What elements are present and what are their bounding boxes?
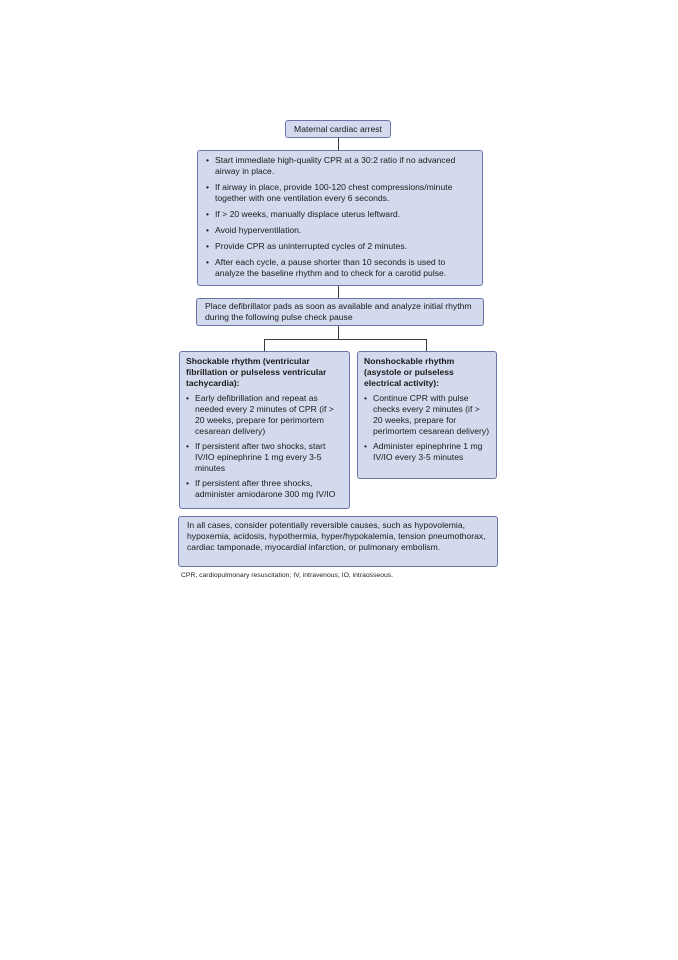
shockable-step: • If persistent after three shocks, administer amiodarone 300 mg IV/IO	[186, 478, 343, 500]
reversible-causes-text: In all cases, consider potentially reversible causes, such as hypovolemia, hypoxemia, acidosis, hypothermia, hyper/hypokalemia, tension pneumothorax, cardiac tamponade, myocardial infarction, or pulmonary embolism.	[187, 520, 486, 552]
initial-step: • Provide CPR as uninterrupted cycles of 2 minutes.	[206, 241, 474, 252]
shockable-title: Shockable rhythm (ventricular fibrillation or pulseless ventricular tachycardia):	[186, 356, 327, 388]
connector-to-nonshockable	[426, 339, 427, 351]
shockable-rhythm-node	[179, 351, 350, 509]
connector-pads-stem	[338, 326, 339, 339]
reversible-causes-node	[178, 516, 498, 567]
maternal-cardiac-arrest-node	[285, 120, 391, 138]
nonshockable-steps-list	[364, 393, 490, 463]
connector-branch-horizontal	[264, 339, 427, 340]
initial-step: • After each cycle, a pause shorter than 10 seconds is used to analyze the baseline rhythm and to check for a carotid pulse.	[206, 257, 474, 279]
connector-to-shockable	[264, 339, 265, 351]
initial-step: • Avoid hyperventilation.	[206, 225, 474, 236]
nonshockable-step: • Continue CPR with pulse checks every 2 minutes (if > 20 weeks, prepare for perimortem cesarean delivery)	[364, 393, 490, 437]
initial-step: • If > 20 weeks, manually displace uterus leftward.	[206, 209, 474, 220]
shockable-step: • Early defibrillation and repeat as needed every 2 minutes of CPR (if > 20 weeks, prepare for perimortem cesarean delivery)	[186, 393, 343, 437]
connector-start-to-steps	[338, 138, 339, 150]
initial-steps-list	[206, 155, 474, 279]
nonshockable-title: Nonshockable rhythm (asystole or pulseless electrical activity):	[364, 356, 455, 388]
connector-steps-to-pads	[338, 286, 339, 298]
shockable-step: • If persistent after two shocks, start IV/IO epinephrine 1 mg every 3-5 minutes	[186, 441, 343, 474]
defibrillator-pads-node	[196, 298, 484, 326]
nonshockable-step: • Administer epinephrine 1 mg IV/IO every 3-5 minutes	[364, 441, 490, 463]
initial-step: • If airway in place, provide 100-120 chest compressions/minute together with one ventilation every 6 seconds.	[206, 182, 474, 204]
defibrillator-text: Place defibrillator pads as soon as available and analyze initial rhythm during the following pulse check pause	[205, 301, 472, 322]
nonshockable-rhythm-node	[357, 351, 497, 479]
initial-cpr-steps-node	[197, 150, 483, 286]
start-node-label: Maternal cardiac arrest	[294, 124, 382, 134]
initial-step: • Start immediate high-quality CPR at a 30:2 ratio if no advanced airway in place.	[206, 155, 474, 177]
shockable-steps-list	[186, 393, 343, 500]
abbreviations-footnote: CPR, cardiopulmonary resuscitation; IV, intravenous; IO, intraosseous.	[181, 572, 394, 579]
